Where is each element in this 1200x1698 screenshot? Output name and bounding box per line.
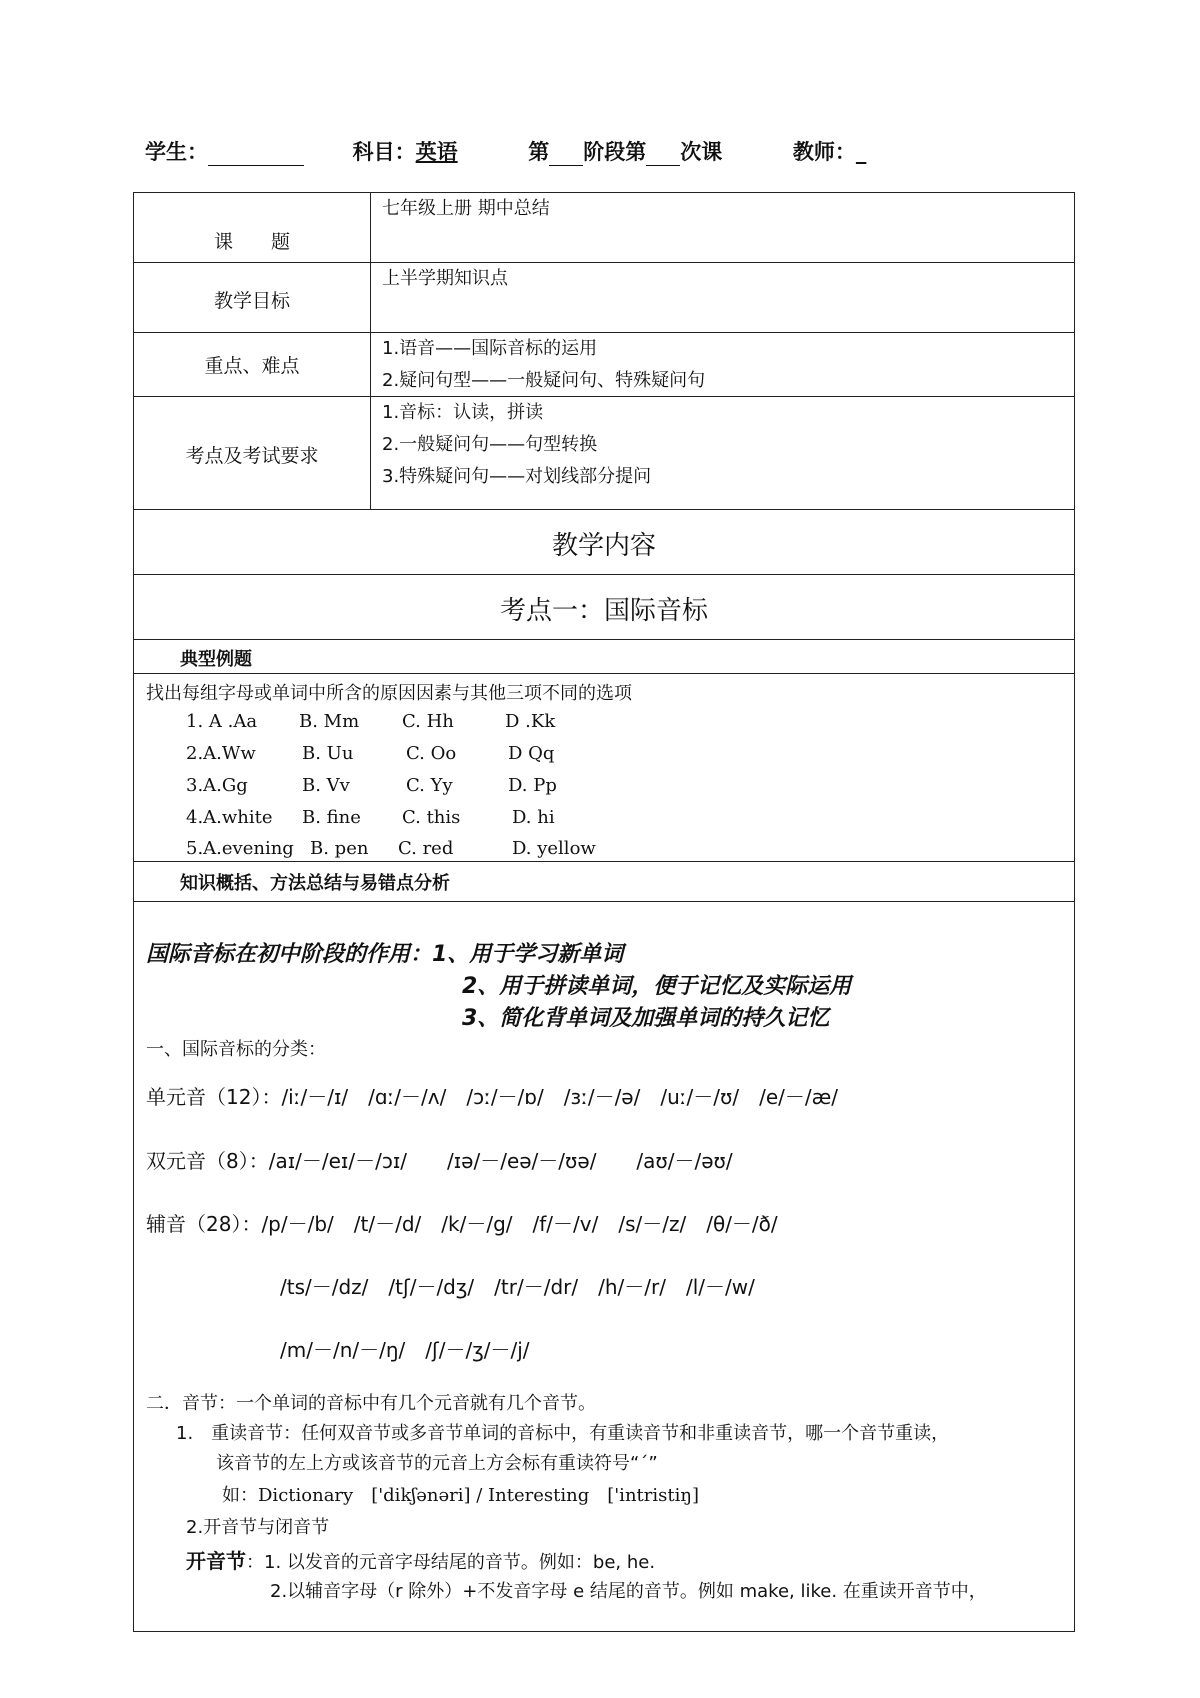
open-syllable-rule-2: 2.以辅音字母（r 除外）+不发音字母 e 结尾的音节。例如 make, like. 在重读开音节中， [270,1581,987,1602]
teacher-label: 教师： [792,140,856,164]
info-column-divider [370,193,371,509]
consonants-row-1: 辅音（28）：/p/－/b/ /t/－/d/ /k/－/g/ /f/－/v/ /s/－/z/ /θ/－/ð/ [146,1212,778,1236]
stage-middle: 阶段第 [583,140,647,164]
consonants-row-2: /ts/－/dz/ /tʃ/－/dʒ/ /tr/－/dr/ /h/－/r/ /l/－/w/ [280,1275,755,1299]
phonetics-role-2: 2、用于拼读单词，便于记忆及实际运用 [462,974,852,999]
syllable-title: 二．音节：一个单词的音标中有几个元音就有几个音节。 [146,1393,596,1414]
question-3-option-a: 3.A.Gg [186,775,248,796]
question-1-option-d: D .Kk [505,711,556,732]
key-points-label: 重点、难点 [204,355,300,377]
key-point-1: 1.语音——国际音标的运用 [382,338,598,359]
teacher-blank: _ [855,140,867,164]
stress-example: 如：Dictionary ['dikʃənəri] / Interesting ['intristiŋ] [222,1485,699,1506]
question-4-option-c: C. this [402,807,461,828]
question-2-option-d: D Qq [508,743,555,764]
phonetics-role-1: 国际音标在初中阶段的作用：1、用于学习新单词 [146,942,624,967]
exam-requirement-1: 1.音标：认读，拼读 [382,402,544,423]
question-4-option-b: B. fine [302,807,361,828]
open-syllable-rule-1: ：1. 以发音的元音字母结尾的音节。例如：be, he. [246,1552,656,1573]
lesson-table [133,192,1075,1632]
examples-instruction: 找出每组字母或单词中所含的原因因素与其他三项不同的选项 [146,683,632,704]
section-title: 考点一：国际音标 [499,596,708,626]
row-divider [134,509,1074,510]
question-1-option-b: B. Mm [299,711,360,732]
question-1-option-c: C. Hh [402,711,454,732]
question-1-option-a: 1. A .Aa [186,711,258,732]
objective-value: 上半学期知识点 [382,268,508,289]
subject-label: 科目： [352,140,416,164]
phonetics-role-3: 3、简化背单词及加强单词的持久记忆 [462,1006,830,1031]
open-syllable-row [186,1545,655,1574]
question-2-option-b: B. Uu [302,743,354,764]
row-divider [134,639,1074,640]
question-4-option-d: D. hi [512,807,555,828]
question-3-option-d: D. Pp [508,775,557,796]
lesson-header [145,136,866,166]
subject-value: 英语 [415,140,458,164]
stage-suffix: 次课 [680,140,723,164]
question-5-option-d: D. yellow [512,838,596,859]
lesson-blank [646,143,680,166]
teaching-content-title: 教学内容 [551,531,656,561]
open-syllable-label: 开音节 [186,1549,246,1573]
topic-value: 七年级上册 期中总结 [382,198,550,219]
stressed-syllable-line-1: 1. 重读音节：任何双音节或多音节单词的音标中，有重读音节和非重读音节，哪一个音节重读， [176,1423,950,1444]
student-blank [208,143,304,166]
exam-requirements-label: 考点及考试要求 [185,445,319,467]
question-5-option-b: B. pen [310,838,369,859]
consonants-row-3: /m/－/n/－/ŋ/ /ʃ/－/ʒ/－/j/ [280,1338,530,1362]
question-2-option-a: 2.A.Ww [186,743,256,764]
stage-blank [549,143,583,166]
open-closed-title: 2.开音节与闭音节 [186,1517,330,1538]
stressed-syllable-line-2: 该音节的左上方或该音节的元音上方会标有重读符号“ˊ” [216,1453,658,1474]
row-divider [134,262,1074,263]
row-divider [134,332,1074,333]
exam-requirement-2: 2.一般疑问句——句型转换 [382,434,598,455]
diphthongs-row: 双元音（8）：/aɪ/－/eɪ/－/ɔɪ/ /ɪə/－/eə/－/ʊə/ /aʊ/－/əʊ/ [146,1149,733,1173]
exam-requirement-3: 3.特殊疑问句——对划线部分提问 [382,466,652,487]
row-divider [134,901,1074,902]
question-4-option-a: 4.A.white [186,807,273,828]
stage-prefix: 第 [528,140,550,164]
objective-label: 教学目标 [213,290,290,312]
examples-heading: 典型例题 [180,649,252,670]
question-3-option-c: C. Yy [406,775,453,796]
topic-label: 课 题 [213,231,290,253]
classification-title: 一、国际音标的分类： [146,1039,326,1060]
row-divider [134,574,1074,575]
monophthongs-row: 单元音（12）：/iː/－/ɪ/ /ɑː/－/ʌ/ /ɔː/－/ɒ/ /ɜː/－/ə/ /uː/－/ʊ/ /e/－/æ/ [146,1085,838,1109]
question-5-option-a: 5.A.evening [186,838,294,859]
summary-heading: 知识概括、方法总结与易错点分析 [180,873,450,894]
student-label: 学生： [145,140,208,164]
row-divider [134,861,1074,862]
question-3-option-b: B. Vv [302,775,350,796]
question-5-option-c: C. red [398,838,454,859]
question-2-option-c: C. Oo [406,743,457,764]
key-point-2: 2.疑问句型——一般疑问句、特殊疑问句 [382,370,706,391]
row-divider [134,673,1074,674]
